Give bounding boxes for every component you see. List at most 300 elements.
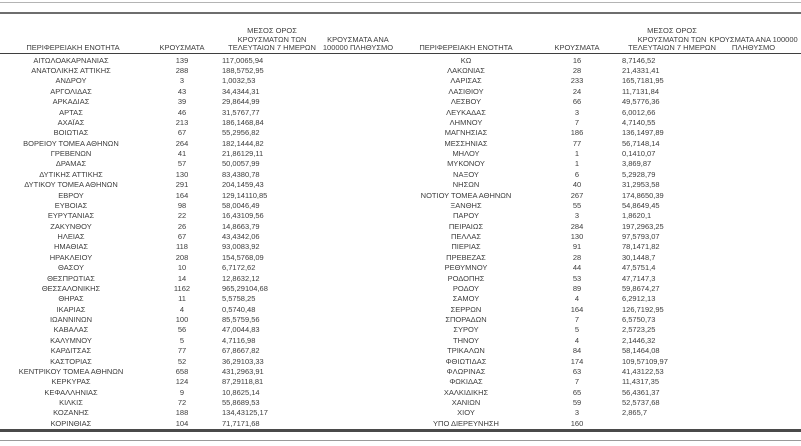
avg7-value-cell: 4,71 <box>222 335 237 345</box>
region-name-cell: ΧΑΛΚΙΔΙΚΗΣ <box>443 387 489 397</box>
cases-value-cell: 5 <box>179 335 185 345</box>
region-name-cell: ΤΗΝΟΥ <box>452 335 479 345</box>
region-name-cell: ΧΑΝΙΩΝ <box>451 398 481 408</box>
per100k-value-cell: 110,85 <box>244 190 268 200</box>
cases-value-cell: 16 <box>572 55 582 65</box>
per100k-value-cell: 53,58 <box>640 180 660 190</box>
table-row <box>400 76 801 86</box>
table-row <box>400 231 801 241</box>
per100k-value-cell: 47,3 <box>640 273 656 283</box>
table-row <box>0 242 400 252</box>
avg7-value-cell: 56,71 <box>622 138 641 148</box>
cases-value-cell: 98 <box>177 200 187 210</box>
region-name-cell: ΚΑΣΤΟΡΙΑΣ <box>50 356 92 366</box>
avg7-value-cell: 2,14 <box>622 335 637 345</box>
region-name-cell: ΦΛΩΡΙΝΑΣ <box>446 366 486 376</box>
column-header-region: ΠΕΡΙΦΕΡΕΙΑΚΗ ΕΝΟΤΗΤΑ <box>26 43 120 53</box>
table-row <box>0 283 400 293</box>
cases-value-cell: 53 <box>572 273 582 283</box>
region-name-cell: ΠΕΛΛΑΣ <box>450 232 482 242</box>
table-row <box>400 325 801 335</box>
region-name-cell: ΣΕΡΡΩΝ <box>450 304 482 314</box>
table-row <box>0 294 400 304</box>
table-row <box>400 252 801 262</box>
table-row <box>400 138 801 148</box>
per100k-value-cell: 50,39 <box>644 190 664 200</box>
region-name-cell: ΕΒΡΟΥ <box>58 190 84 200</box>
table-row <box>0 76 400 86</box>
per100k-value-cell: 51,4 <box>640 263 656 273</box>
cases-value-cell: 658 <box>175 366 189 376</box>
region-name-cell: ΜΗΛΟΥ <box>452 149 480 159</box>
table-row <box>0 107 400 117</box>
table-row <box>400 387 801 397</box>
region-name-cell: ΔΥΤΙΚΟΥ ΤΟΜΕΑ ΑΘΗΝΩΝ <box>24 180 118 190</box>
region-name-cell: ΝΑΞΟΥ <box>453 169 479 179</box>
per100k-value-cell: 40,48 <box>236 304 256 314</box>
region-name-cell: ΞΑΝΘΗΣ <box>450 200 482 210</box>
table-row <box>0 200 400 210</box>
column-header-cases: ΚΡΟΥΣΜΑΤΑ <box>159 43 205 53</box>
per100k-value-cell: 63,79 <box>240 221 260 231</box>
cases-value-cell: 164 <box>175 190 189 200</box>
avg7-value-cell: 154,57 <box>222 252 245 262</box>
cases-value-cell: 63 <box>572 366 582 376</box>
per100k-value-cell: 67,82 <box>240 346 260 356</box>
region-name-cell: ΑΙΤΩΛΟΑΚΑΡΝΑΝΙΑΣ <box>33 55 109 65</box>
cases-value-cell: 3 <box>574 107 580 117</box>
cases-value-cell: 4 <box>179 304 185 314</box>
cases-value-cell: 7 <box>574 315 580 325</box>
region-name-cell: ΤΡΙΚΑΛΩΝ <box>447 346 485 356</box>
table-row <box>0 169 400 179</box>
table-row <box>400 55 801 65</box>
per100k-value-cell: 52,95 <box>244 66 264 76</box>
table-row <box>0 148 400 158</box>
table-row <box>400 263 801 273</box>
per100k-value-cell: 89,53 <box>240 398 260 408</box>
table-row <box>0 335 400 345</box>
region-name-cell: ΑΧΑΪΑΣ <box>57 117 85 127</box>
cases-value-cell: 44 <box>572 263 582 273</box>
avg7-value-cell: 3,86 <box>622 159 637 169</box>
avg7-value-cell: 5,29 <box>622 169 637 179</box>
per100k-value-cell: 10,07 <box>636 149 656 159</box>
region-name-cell: ΚΩ <box>460 55 472 65</box>
cases-value-cell: 67 <box>177 232 187 242</box>
region-name-cell: ΚΑΛΥΜΝΟΥ <box>50 335 92 345</box>
per100k-value-cell: 31,84 <box>640 86 659 96</box>
per100k-value-cell: 42,06 <box>240 232 260 242</box>
table-row <box>0 273 400 283</box>
table-row <box>0 211 400 221</box>
per100k-value-cell: 64,08 <box>640 346 660 356</box>
region-name-cell: ΥΠΟ ΔΙΕΡΕΥΝΗΣΗ <box>433 418 499 428</box>
avg7-value-cell: 129,14 <box>222 190 245 200</box>
cases-value-cell: 104 <box>175 418 189 428</box>
table-panel-right <box>400 0 801 446</box>
table-row <box>0 97 400 107</box>
cases-value-cell: 26 <box>177 221 187 231</box>
avg7-value-cell: 97,57 <box>622 232 641 242</box>
table-row <box>0 55 400 65</box>
per100k-value-cell: 44,83 <box>240 325 260 335</box>
per100k-value-cell: 122,53 <box>640 366 664 376</box>
region-name-cell: ΡΟΔΟΥ <box>452 283 480 293</box>
cases-value-cell: 22 <box>177 211 187 221</box>
per100k-value-cell: 31,41 <box>640 66 660 76</box>
per100k-value-cell: 65,94 <box>244 55 264 65</box>
avg7-value-cell: 50,00 <box>222 159 241 169</box>
avg7-value-cell: 49,57 <box>622 97 641 107</box>
per100k-value-cell: 57,99 <box>240 159 260 169</box>
per100k-value-cell: 59,43 <box>244 180 264 190</box>
per100k-value-cell: 129,11 <box>240 149 264 159</box>
table-row <box>0 304 400 314</box>
avg7-value-cell: 4,71 <box>622 117 637 127</box>
cases-value-cell: 174 <box>570 356 584 366</box>
region-name-cell: ΣΠΟΡΑΔΩΝ <box>445 315 487 325</box>
avg7-value-cell: 14,86 <box>222 221 241 231</box>
cases-value-cell: 66 <box>572 97 582 107</box>
avg7-value-cell: 197,29 <box>622 221 645 231</box>
per100k-value-cell: 71,68 <box>240 418 260 428</box>
region-name-cell: ΝΟΤΙΟΥ ΤΟΜΕΑ ΑΘΗΝΩΝ <box>420 190 512 200</box>
table-row <box>400 169 801 179</box>
cases-value-cell: 91 <box>572 242 582 252</box>
cases-value-cell: 213 <box>175 117 189 127</box>
region-name-cell: ΛΗΜΝΟΥ <box>449 117 483 127</box>
region-name-cell: ΠΕΙΡΑΙΩΣ <box>448 221 484 231</box>
region-name-cell: ΛΕΥΚΑΔΑΣ <box>446 107 486 117</box>
avg7-value-cell: 0,57 <box>222 304 237 314</box>
table-row <box>400 397 801 407</box>
region-name-cell: ΗΛΕΙΑΣ <box>57 232 85 242</box>
cases-value-cell: 3 <box>179 76 185 86</box>
region-name-cell: ΣΥΡΟΥ <box>453 325 479 335</box>
table-row <box>400 190 801 200</box>
per100k-value-cell: 61,37 <box>640 387 660 397</box>
avg7-value-cell: 31,29 <box>622 180 641 190</box>
avg7-value-cell: 2,57 <box>622 325 637 335</box>
avg7-value-cell: 58,14 <box>622 346 641 356</box>
avg7-value-cell: 56,43 <box>622 387 641 397</box>
cases-value-cell: 188 <box>175 408 189 418</box>
avg7-value-cell: 52,57 <box>622 398 641 408</box>
column-header-per100k: ΚΡΟΥΣΜΑΤΑ ΑΝΑ 100000 ΠΛΗΘΥΣΜΟ <box>709 34 798 53</box>
table-row <box>400 408 801 418</box>
table-row <box>400 128 801 138</box>
table-row <box>400 211 801 221</box>
region-name-cell: ΡΕΘΥΜΝΟΥ <box>444 263 488 273</box>
cases-value-cell: 139 <box>175 55 189 65</box>
table-panel-left <box>0 0 400 446</box>
region-name-cell: ΗΜΑΘΙΑΣ <box>53 242 89 252</box>
avg7-value-cell: 54,86 <box>622 200 641 210</box>
cases-value-cell: 130 <box>175 169 189 179</box>
avg7-value-cell: 1,00 <box>222 76 237 86</box>
per100k-value-cell: 97,89 <box>644 128 664 138</box>
per100k-value-cell: 93,07 <box>640 232 660 242</box>
region-name-cell: ΑΡΚΑΔΙΑΣ <box>52 97 90 107</box>
cases-value-cell: 28 <box>572 252 582 262</box>
table-row <box>400 117 801 127</box>
table-row <box>0 221 400 231</box>
region-name-cell: ΚΑΡΔΙΤΣΑΣ <box>50 346 92 356</box>
avg7-value-cell: 126,71 <box>622 304 645 314</box>
cases-value-cell: 59 <box>572 398 582 408</box>
per100k-value-cell: 17,35 <box>640 377 659 387</box>
table-row <box>0 117 400 127</box>
region-name-cell: ΓΡΕΒΕΝΩΝ <box>50 149 92 159</box>
region-name-cell: ΠΑΡΟΥ <box>452 211 479 221</box>
per100k-value-cell: 72,62 <box>236 263 256 273</box>
per100k-value-cell: 32,53 <box>236 76 256 86</box>
per100k-value-cell: 71,82 <box>640 242 660 252</box>
avg7-value-cell: 87,29 <box>222 377 241 387</box>
avg7-value-cell: 47,00 <box>222 325 241 335</box>
region-name-cell: ΑΝΑΤΟΛΙΚΗΣ ΑΤΤΙΚΗΣ <box>31 66 111 76</box>
table-row <box>400 356 801 366</box>
table-row <box>400 65 801 75</box>
column-header-avg7: ΜΕΣΟΣ ΟΡΟΣ ΚΡΟΥΣΜΑΤΩΝ ΤΩΝ ΤΕΛΕΥΤΑΙΩΝ 7 ΗΜΕΡΩΝ <box>228 26 316 53</box>
cases-value-cell: 89 <box>572 283 582 293</box>
cases-value-cell: 56 <box>177 325 187 335</box>
region-name-cell: ΘΗΡΑΣ <box>58 294 84 304</box>
cases-value-cell: 28 <box>572 66 582 76</box>
avg7-value-cell: 11,71 <box>622 86 641 96</box>
per100k-value-cell: 23,25 <box>636 325 656 335</box>
per100k-value-cell: 125,17 <box>244 408 268 418</box>
avg7-value-cell: 83,43 <box>222 169 241 179</box>
per100k-value-cell: 92,95 <box>644 304 664 314</box>
avg7-value-cell: 0,14 <box>622 149 637 159</box>
table-row <box>400 200 801 210</box>
cases-value-cell: 14 <box>177 273 187 283</box>
per100k-value-cell: 81,95 <box>644 76 664 86</box>
avg7-value-cell: 16,43 <box>222 211 241 221</box>
table-row <box>0 325 400 335</box>
region-name-cell: ΖΑΚΥΝΘΟΥ <box>50 221 92 231</box>
region-name-cell: ΠΙΕΡΙΑΣ <box>451 242 481 252</box>
per100k-value-cell: 58,25 <box>236 294 256 304</box>
cases-value-cell: 9 <box>179 387 185 397</box>
per100k-value-cell: 44,99 <box>240 97 260 107</box>
avg7-value-cell: 30,14 <box>622 252 641 262</box>
table-row <box>0 159 400 169</box>
region-name-cell: ΑΡΓΟΛΙΔΑΣ <box>50 86 92 96</box>
avg7-value-cell: 11,43 <box>622 377 641 387</box>
per100k-value-cell: 20,1 <box>636 211 652 221</box>
region-name-cell: ΚΟΖΑΝΗΣ <box>53 408 89 418</box>
cases-value-cell: 118 <box>176 242 188 252</box>
table-row <box>0 366 400 376</box>
table-row <box>0 128 400 138</box>
avg7-value-cell: 188,57 <box>222 66 245 76</box>
per100k-value-cell: 59,56 <box>240 315 260 325</box>
region-name-cell: ΛΑΚΩΝΙΑΣ <box>447 66 485 76</box>
cases-value-cell: 43 <box>177 86 187 96</box>
region-name-cell: ΔΥΤΙΚΗΣ ΑΤΤΙΚΗΣ <box>39 169 103 179</box>
avg7-value-cell: 186,14 <box>222 117 245 127</box>
per100k-value-cell: 44,31 <box>240 86 260 96</box>
per100k-value-cell: 25,14 <box>240 387 260 397</box>
cases-value-cell: 57 <box>177 159 187 169</box>
table-row <box>400 86 801 96</box>
table-row <box>400 283 801 293</box>
table-row <box>0 356 400 366</box>
per100k-value-cell: 46,52 <box>636 55 656 65</box>
avg7-value-cell: 6,29 <box>622 294 637 304</box>
per100k-value-cell: 83,92 <box>240 242 260 252</box>
table-row <box>400 418 801 428</box>
table-row <box>0 190 400 200</box>
cases-value-cell: 67 <box>177 128 187 138</box>
per100k-value-cell: 104,68 <box>244 283 268 293</box>
avg7-value-cell: 67,86 <box>222 346 241 356</box>
table-row <box>0 252 400 262</box>
column-header-region: ΠΕΡΙΦΕΡΕΙΑΚΗ ΕΝΟΤΗΤΑ <box>419 43 513 53</box>
avg7-value-cell: 6,00 <box>622 107 637 117</box>
avg7-value-cell: 85,57 <box>222 315 241 325</box>
cases-value-cell: 7 <box>574 117 580 127</box>
avg7-value-cell: 55,29 <box>222 128 241 138</box>
per100k-value-cell: 109,97 <box>644 356 668 366</box>
region-name-cell: ΙΩΑΝΝΙΝΩΝ <box>49 315 93 325</box>
region-name-cell: ΙΚΑΡΙΑΣ <box>56 304 86 314</box>
cases-value-cell: 41 <box>177 149 187 159</box>
cases-value-cell: 124 <box>175 377 189 387</box>
table-row <box>400 97 801 107</box>
region-name-cell: ΒΟΡΕΙΟΥ ΤΟΜΕΑ ΑΘΗΝΩΝ <box>23 138 119 148</box>
per100k-value-cell: 32,12 <box>240 273 260 283</box>
region-name-cell: ΠΡΕΒΕΖΑΣ <box>446 252 486 262</box>
table-row <box>0 377 400 387</box>
per100k-value-cell: 49,45 <box>640 200 660 210</box>
avg7-value-cell: 12,86 <box>222 273 241 283</box>
table-row <box>0 138 400 148</box>
avg7-value-cell: 109,57 <box>622 356 645 366</box>
table-row <box>400 242 801 252</box>
avg7-value-cell: 182,14 <box>222 138 245 148</box>
avg7-value-cell: 31,57 <box>222 107 241 117</box>
table-row <box>400 159 801 169</box>
avg7-value-cell: 1,86 <box>622 211 637 221</box>
cases-value-cell: 208 <box>175 252 189 262</box>
region-name-cell: ΚΟΡΙΝΘΙΑΣ <box>50 418 92 428</box>
cases-value-cell: 186 <box>570 128 584 138</box>
per100k-value-cell: 67,77 <box>240 107 260 117</box>
cases-value-cell: 3 <box>574 408 580 418</box>
per100k-value-cell: 28,79 <box>636 169 656 179</box>
cases-value-cell: 267 <box>570 190 584 200</box>
region-name-cell: ΔΡΑΜΑΣ <box>55 159 87 169</box>
region-name-cell: ΝΗΣΩΝ <box>452 180 480 190</box>
cases-value-cell: 164 <box>570 304 584 314</box>
cases-value-cell: 11 <box>178 294 186 304</box>
cases-value-cell: 1162 <box>173 283 191 293</box>
avg7-value-cell: 117,00 <box>222 55 245 65</box>
table-row <box>0 263 400 273</box>
region-name-cell: ΣΑΜΟΥ <box>452 294 480 304</box>
per100k-value-cell: 9,87 <box>636 159 652 169</box>
table-row <box>400 304 801 314</box>
per100k-value-cell: 63,25 <box>644 221 664 231</box>
cases-value-cell: 84 <box>572 346 582 356</box>
region-name-cell: ΕΥΒΟΙΑΣ <box>54 200 88 210</box>
region-name-cell: ΜΑΓΝΗΣΙΑΣ <box>444 128 488 138</box>
per100k-value-cell: 12,13 <box>636 294 656 304</box>
region-name-cell: ΒΟΙΩΤΙΑΣ <box>53 128 89 138</box>
cases-value-cell: 10 <box>177 263 187 273</box>
cases-value-cell: 160 <box>570 418 584 428</box>
region-name-cell: ΦΘΙΩΤΙΔΑΣ <box>445 356 487 366</box>
region-name-cell: ΚΙΛΚΙΣ <box>59 398 83 408</box>
avg7-value-cell: 36,29 <box>222 356 241 366</box>
avg7-value-cell: 21,43 <box>622 66 641 76</box>
table-row <box>0 314 400 324</box>
per100k-value-cell: 44,82 <box>244 138 264 148</box>
cases-value-cell: 1 <box>574 149 580 159</box>
region-name-cell: ΚΑΒΑΛΑΣ <box>53 325 89 335</box>
region-name-cell: ΜΕΣΣΗΝΙΑΣ <box>444 138 488 148</box>
table-row <box>0 397 400 407</box>
cases-value-cell: 77 <box>177 346 187 356</box>
region-name-cell: ΦΩΚΙΔΑΣ <box>449 377 483 387</box>
cases-value-cell: 4 <box>574 335 580 345</box>
avg7-value-cell: 6,57 <box>622 315 637 325</box>
per100k-value-cell: 68,84 <box>244 117 264 127</box>
per100k-value-cell: 76,36 <box>640 97 660 107</box>
cases-value-cell: 291 <box>175 180 189 190</box>
region-name-cell: ΛΕΣΒΟΥ <box>450 97 482 107</box>
cases-value-cell: 5 <box>574 325 580 335</box>
region-name-cell: ΚΕΦΑΛΛΗΝΙΑΣ <box>44 387 98 397</box>
cases-value-cell: 72 <box>177 398 187 408</box>
per100k-value-cell: 109,56 <box>240 211 264 221</box>
avg7-value-cell: 965,29 <box>222 283 245 293</box>
region-name-cell: ΘΑΣΟΥ <box>58 263 84 273</box>
avg7-value-cell: 58,00 <box>222 200 241 210</box>
region-name-cell: ΑΝΔΡΟΥ <box>55 76 87 86</box>
per100k-value-cell: 63,91 <box>244 366 264 376</box>
table-row <box>400 335 801 345</box>
table-row <box>400 366 801 376</box>
avg7-value-cell: 71,71 <box>222 418 241 428</box>
region-name-cell: ΕΥΡΥΤΑΝΙΑΣ <box>47 211 95 221</box>
column-header-avg7: ΜΕΣΟΣ ΟΡΟΣ ΚΡΟΥΣΜΑΤΩΝ ΤΩΝ ΤΕΛΕΥΤΑΙΩΝ 7 ΗΜΕΡΩΝ <box>628 26 716 53</box>
region-name-cell: ΛΑΡΙΣΑΣ <box>450 76 482 86</box>
per100k-value-cell: 12,66 <box>636 107 656 117</box>
per100k-value-cell: 37,68 <box>640 398 660 408</box>
per100k-value-cell: 48,14 <box>640 138 660 148</box>
cases-value-cell: 130 <box>570 232 584 242</box>
avg7-value-cell: 431,29 <box>222 366 245 376</box>
avg7-value-cell: 204,14 <box>222 180 245 190</box>
table-row <box>400 377 801 387</box>
cases-value-cell: 6 <box>574 169 580 179</box>
table-body-left <box>0 55 400 429</box>
per100k-value-cell: 68,09 <box>244 252 264 262</box>
cases-value-cell: 52 <box>177 356 187 366</box>
table-row <box>0 231 400 241</box>
cases-value-cell: 288 <box>175 66 189 76</box>
avg7-value-cell: 55,86 <box>222 398 241 408</box>
avg7-value-cell: 21,86 <box>222 149 241 159</box>
avg7-value-cell: 6,71 <box>222 263 237 273</box>
avg7-value-cell: 93,00 <box>222 242 241 252</box>
cases-value-cell: 24 <box>572 86 582 96</box>
